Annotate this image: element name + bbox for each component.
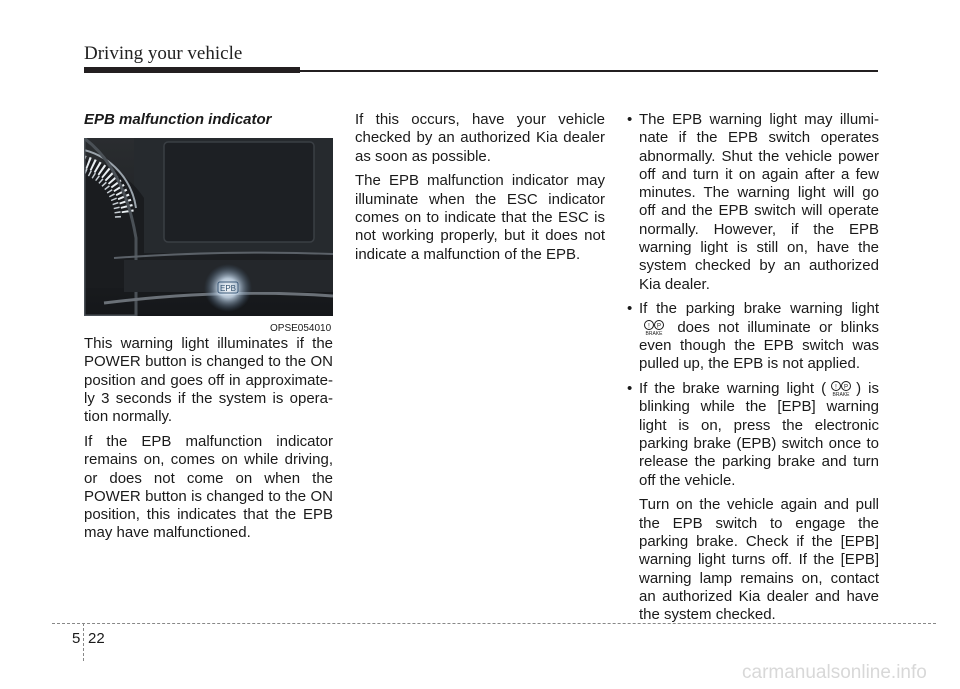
- bullet-item-1: • The EPB warning light may illumi- nate if the EPB switch operates abnormally. Shut the vehicle power off and turn it on again after a few minutes. The warning light will go off and the EPB switch will operate normally. However, if the EPB warning light is still on, have the system checked by an authorized Kia dealer.: [625, 111, 879, 294]
- brake-icon-text: BRAKE: [645, 330, 663, 336]
- svg-text:P: P: [656, 323, 662, 330]
- header-rule-thick: [84, 67, 300, 73]
- svg-text:!: !: [835, 384, 837, 391]
- column-1: [84, 335, 333, 549]
- figure-caption: OPSE054010: [270, 323, 332, 334]
- warning-bullet-list: [625, 111, 879, 490]
- svg-text:!: !: [648, 323, 650, 330]
- chapter-number: 5: [72, 630, 81, 647]
- page-header-title: Driving your vehicle: [84, 43, 243, 64]
- epb-indicator-text: EPB: [219, 284, 237, 293]
- col3-follow-up-paragraph: Turn on the vehicle again and pull the EPB switch to engage the parking brake. Check if the [EPB] warning light turns off. If the [EPB] warning lamp remains on, contact an authorized Kia dealer and have the system checked.: [639, 496, 879, 624]
- bullet-2-text-end: does not illuminate or blinks even though the EPB switch was pulled up, the EPB is not applied.: [639, 318, 879, 373]
- footer-divider: [52, 623, 936, 624]
- brake-warning-icon: [828, 380, 854, 397]
- bullet-item-2: [625, 300, 879, 373]
- watermark: carmanualsonline.info: [742, 662, 927, 683]
- bullet-2-text-start: If the parking brake warning light: [639, 300, 879, 318]
- section-title: EPB malfunction indicator: [84, 111, 272, 128]
- dashboard-figure: [84, 138, 333, 316]
- col2-paragraph-1: If this occurs, have your vehicle checked by an authorized Kia dealer as soon as possible.: [355, 111, 605, 165]
- col1-paragraph-1: This warning light illuminates if the POWER button is changed to the ON position and goes off in approximate- ly 3 seconds if the system is opera- tion normally.: [84, 335, 333, 426]
- bullet-3-text-start: If the brake warning light (: [639, 380, 827, 398]
- column-2: [355, 111, 605, 270]
- header-rule-thin: [300, 70, 878, 72]
- page-number: 22: [88, 630, 105, 647]
- column-3: [625, 111, 879, 625]
- brake-icon-text-2: BRAKE: [832, 392, 850, 398]
- parking-brake-warning-icon: [641, 319, 667, 336]
- instrument-cluster-illustration: [84, 138, 333, 316]
- bullet-3-text-end: ) is blinking while the [EPB] warning light is on, press the electronic parking brake (EPB) switch once to release the parking brake and turn off the vehicle.: [639, 380, 879, 489]
- svg-text:P: P: [844, 384, 849, 391]
- footer-vertical-divider: [83, 623, 84, 661]
- col1-paragraph-2: If the EPB malfunction indicator remains on, comes on while driving, or does not come on when the POWER button is changed to the ON position, this indicates that the EPB may have malfunctioned.: [84, 432, 333, 542]
- col2-paragraph-2: The EPB malfunction indicator may illuminate when the ESC indicator comes on to indicate that the ESC is not working properly, but it does not indicate a malfunction of the EPB.: [355, 172, 605, 263]
- bullet-item-3: [625, 380, 879, 490]
